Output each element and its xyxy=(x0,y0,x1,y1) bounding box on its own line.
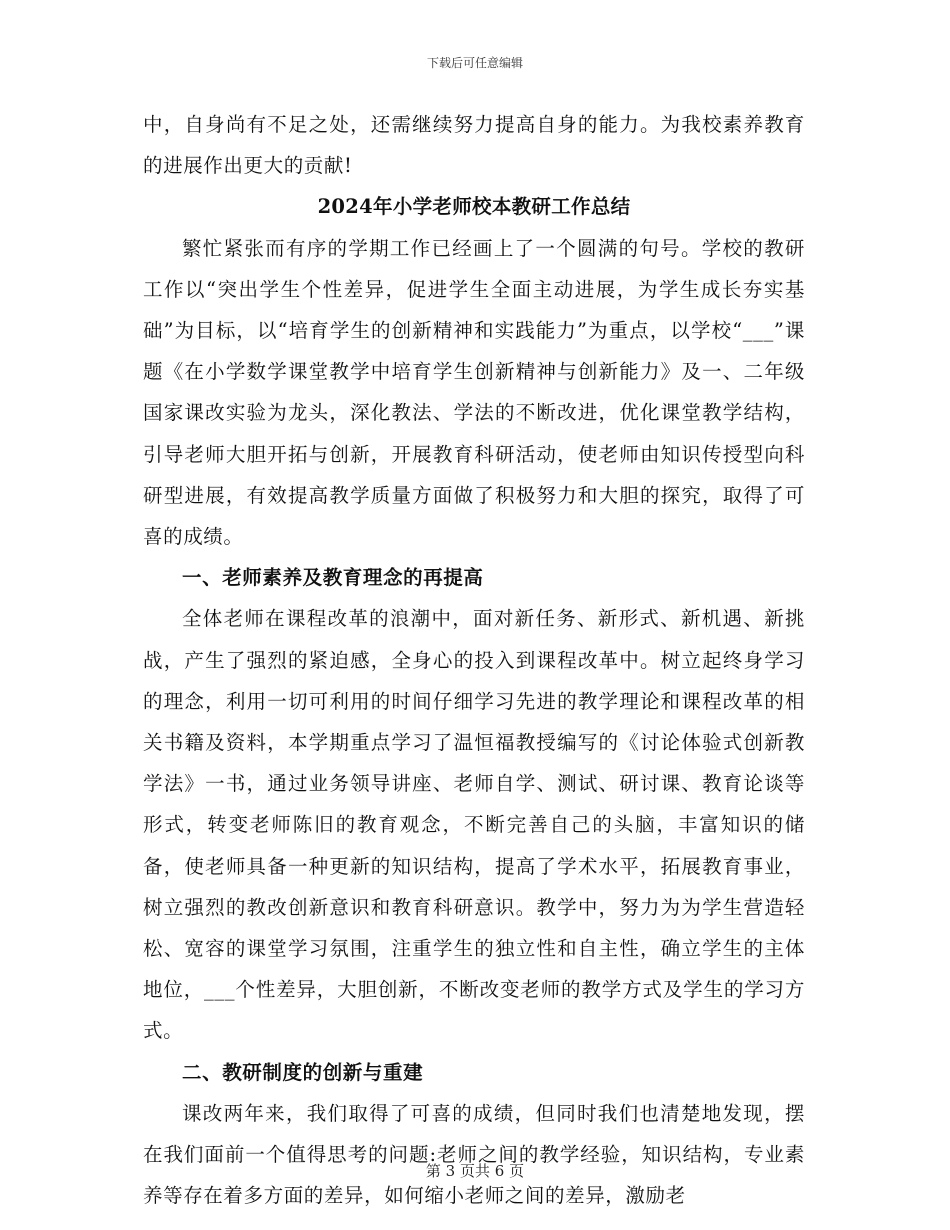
section-1-heading: 一、老师素养及教育理念的再提高 xyxy=(182,566,484,590)
document-title: 2024年小学老师校本教研工作总结 xyxy=(317,195,631,219)
section-2-paragraph: 课改两年来，我们取得了可喜的成绩，但同时我们也清楚地发现，摆在我们面前一个值得思考的问题:老师之间的教学经验，知识结构，专业素养等存在着多方面的差异，如何缩小老师之间的差异，激励老 xyxy=(143,1101,805,1208)
page-header: 下载后可任意编辑 xyxy=(426,56,523,70)
page-number-footer: 第 3 页共 6 页 xyxy=(425,1162,525,1180)
section-1-paragraph: 全体老师在课程改革的浪潮中，面对新任务、新形式、新机遇、新挑战，产生了强烈的紧迫感，全身心的投入到课程改革中。树立起终身学习的理念，利用一切可利用的时间仔细学习先进的教学理论和课程改革的相关书籍及资料，本学期重点学习了温恒福教授编写的《讨论体验式创新教学法》一书，通过业务领导讲座、老师自学、测试、研讨课、教育论谈等形式，转变老师陈旧的教育观念，不断完善自己的头脑，丰富知识的储备，使老师具备一种更新的知识结构，提高了学术水平，拓展教育事业，树立强烈的教改创新意识和教育科研意识。教学中，努力为为学生营造轻松、宽容的课堂学习氛围，注重学生的独立性和自主性，确立学生的主体地位，___个性差异，大胆创新，不断改变老师的教学方式及学生的学习方式。 xyxy=(143,607,805,1043)
continuation-paragraph: 中，自身尚有不足之处，还需继续努力提高自身的能力。为我校素养教育的进展作出更大的贡献! xyxy=(143,113,805,178)
section-2-heading: 二、教研制度的创新与重建 xyxy=(182,1060,424,1084)
document-body xyxy=(143,104,805,1216)
intro-paragraph: 繁忙紧张而有序的学期工作已经画上了一个圆满的句号。学校的教研工作以“突出学生个性差异，促进学生全面主动进展，为学生成长夯实基础”为目标，以“培育学生的创新精神和实践能力”为重点，以学校“___”课题《在小学数学课堂教学中培育学生创新精神与创新能力》及一、二年级国家课改实验为龙头，深化教法、学法的不断改进，优化课堂教学结构，引导老师大胆开拓与创新，开展教育科研活动，使老师由知识传授型向科研型进展，有效提高教学质量方面做了积极努力和大胆的探究，取得了可喜的成绩。 xyxy=(143,236,805,549)
